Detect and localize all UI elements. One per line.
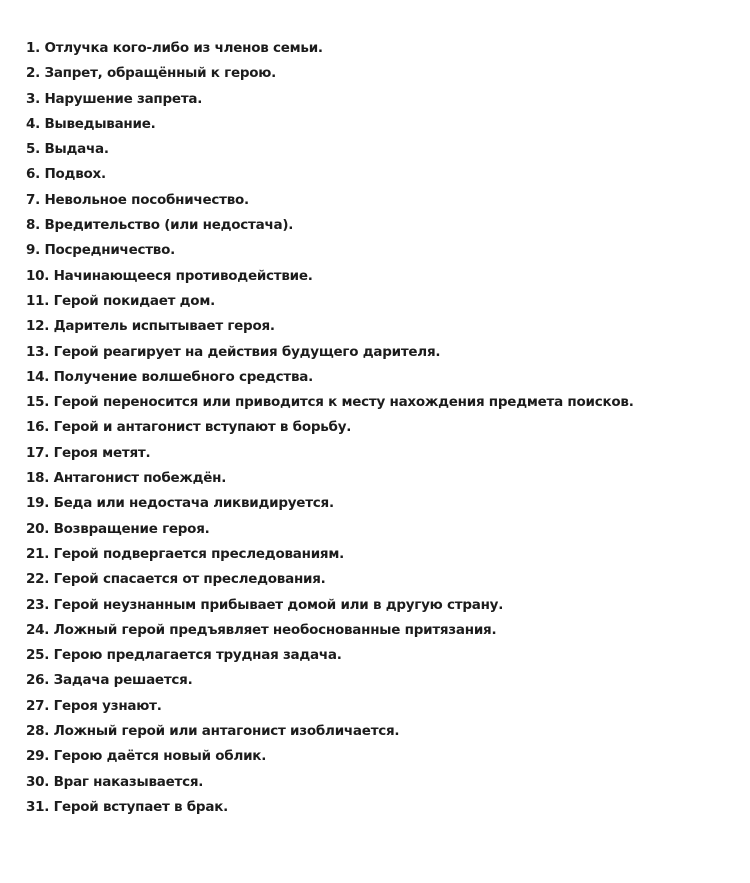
list-item: 25. Герою предлагается трудная задача. [26, 647, 342, 664]
list-item: 27. Героя узнают. [26, 697, 162, 714]
list-item: 14. Получение волшебного средства. [26, 368, 314, 385]
list-item: 11. Герой покидает дом. [26, 292, 215, 309]
list-item: 18. Антагонист побеждён. [26, 470, 227, 487]
list-item: 10. Начинающееся противодействие. [26, 267, 313, 284]
list-item: 9. Посредничество. [26, 242, 176, 259]
list-item: 3. Нарушение запрета. [26, 90, 203, 107]
list-item: 31. Герой вступает в брак. [26, 798, 228, 815]
list-item: 4. Выведывание. [26, 115, 156, 132]
list-item: 24. Ложный герой предъявляет необоснованные притязания. [26, 621, 497, 638]
list-item: 5. Выдача. [26, 141, 109, 158]
list-item: 2. Запрет, обращённый к герою. [26, 65, 277, 82]
list-item: 7. Невольное пособничество. [26, 191, 249, 208]
list-item: 19. Беда или недостача ликвидируется. [26, 495, 334, 512]
list-item: 13. Герой реагирует на действия будущего дарителя. [26, 343, 441, 360]
list-item: 21. Герой подвергается преследованиям. [26, 545, 344, 562]
list-item: 15. Герой переносится или приводится к месту нахождения предмета поисков. [26, 394, 634, 411]
list-item: 22. Герой спасается от преследования. [26, 571, 326, 588]
list-item: 20. Возвращение героя. [26, 520, 210, 537]
list-item: 26. Задача решается. [26, 672, 193, 689]
list-item: 17. Героя метят. [26, 444, 151, 461]
list-item: 30. Враг наказывается. [26, 773, 204, 790]
list-item: 23. Герой неузнанным прибывает домой или в другую страну. [26, 596, 504, 613]
list-item: 12. Даритель испытывает героя. [26, 318, 275, 335]
list-item: 16. Герой и антагонист вступают в борьбу. [26, 419, 352, 436]
list-item: 28. Ложный герой или антагонист изобличается. [26, 723, 400, 740]
list-item: 29. Герою даётся новый облик. [26, 748, 267, 765]
numbered-list [26, 36, 742, 820]
list-item: 6. Подвох. [26, 166, 106, 183]
list-item: 8. Вредительство (или недостача). [26, 217, 294, 234]
list-item: 1. Отлучка кого-либо из членов семьи. [26, 40, 323, 56]
